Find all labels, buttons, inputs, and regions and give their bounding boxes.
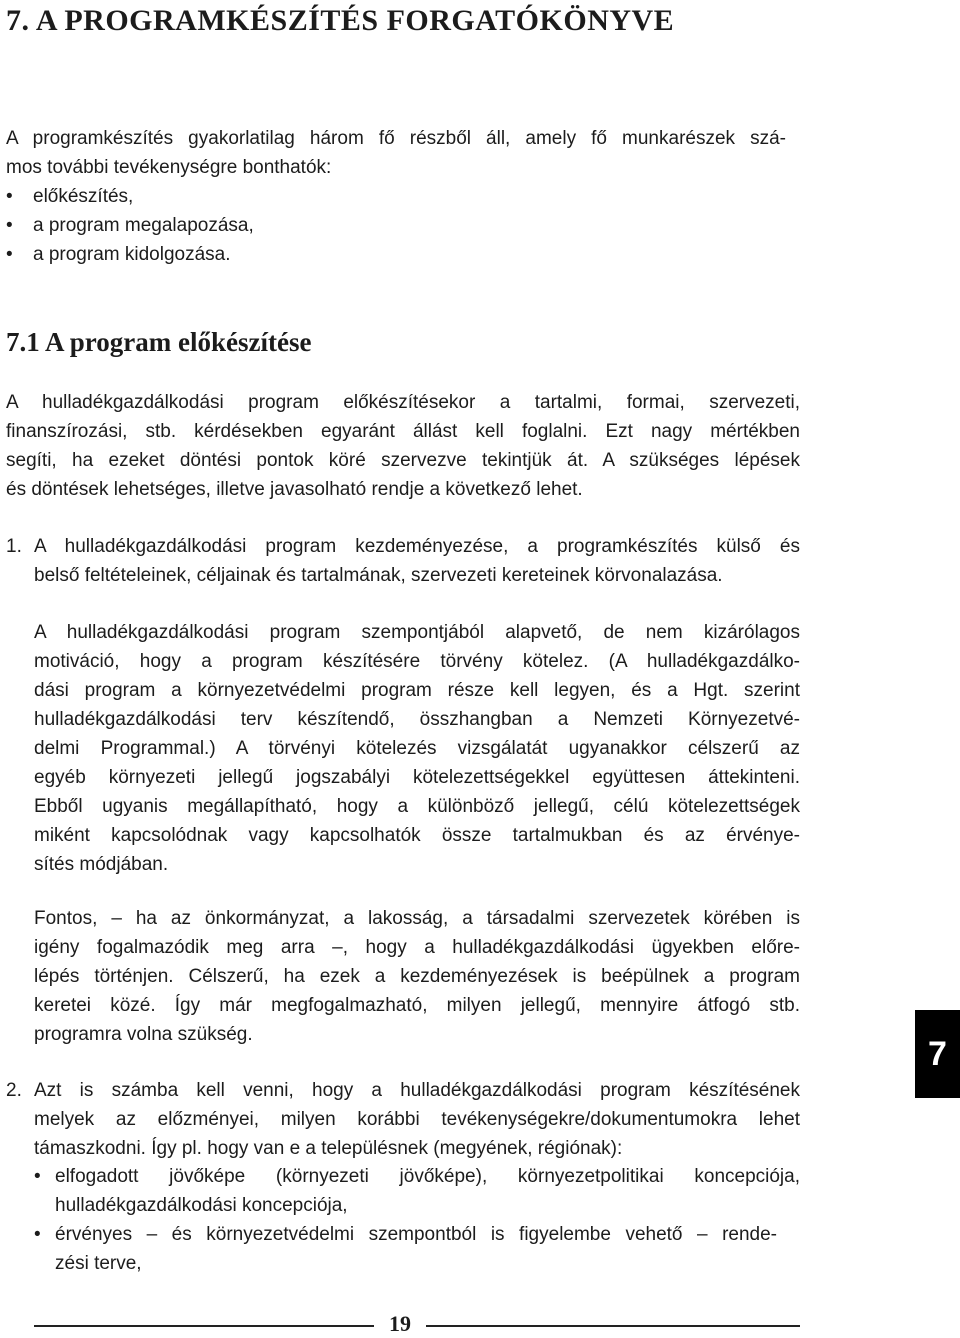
paragraph-line: motiváció, hogy a program készítésére törvény kötelez. (A hulladékgazdálko- [34, 651, 800, 672]
paragraph-line: melyek az előzményei, milyen korábbi tevékenységekre/dokumentumokra lehet [34, 1109, 800, 1130]
list-item [6, 182, 506, 211]
bullet-icon: • [34, 1224, 41, 1245]
paragraph-line: hulladékgazdálkodási terv készítendő, összhangban a Nemzeti Környezetvé- [34, 709, 800, 730]
paragraph-line: Azt is számba kell venni, hogy a hulladékgazdálkodási program készítésének [34, 1080, 800, 1101]
paragraph-line: A hulladékgazdálkodási program szempontjából alapvető, de nem kizárólagos [34, 622, 800, 643]
list-item [6, 240, 506, 269]
bullet-icon: • [6, 215, 13, 236]
paragraph-line: A hulladékgazdálkodási program előkészítésekor a tartalmi, formai, szervezeti, [6, 392, 800, 413]
step-1-paragraph-a [34, 618, 800, 879]
paragraph-line: lépés történjen. Célszerű, ha ezek a kezdeményezések is beépülnek a program [34, 966, 800, 987]
section-paragraph [6, 388, 800, 504]
step-number: 1. [6, 536, 22, 557]
paragraph-line: Fontos, – ha az önkormányzat, a lakosság, a társadalmi szervezetek körében is [34, 908, 800, 929]
bullet-icon: • [6, 186, 13, 207]
section-title: 7.1 A program előkészítése [6, 327, 312, 357]
paragraph-line: Ebből ugyanis megállapítható, hogy a különböző jellegű, célú kötelezettségek [34, 796, 800, 817]
step-1-paragraph-b [34, 904, 800, 1049]
list-item [34, 1220, 800, 1278]
paragraph-line: A hulladékgazdálkodási program kezdeményezése, a programkészítés külső és [34, 536, 800, 557]
intro-line: A programkészítés gyakorlatilag három fő részből áll, amely fő munkarészek szá- [6, 128, 786, 149]
list-item-text: a program megalapozása, [33, 215, 254, 236]
paragraph-line: miként kapcsolódnak vagy kapcsolhatók össze tartalmukban és az érvénye- [34, 825, 800, 846]
paragraph-line: belső feltételeinek, céljainak és tartalmának, szervezeti kereteinek körvonalazása. [34, 565, 723, 586]
paragraph-line: támaszkodni. Így pl. hogy van e a településnek (megyének, régiónak): [34, 1138, 623, 1159]
paragraph-line: programra volna szükség. [34, 1024, 253, 1045]
list-item-text: előkészítés, [33, 186, 134, 207]
chapter-title: 7. A PROGRAMKÉSZÍTÉS FORGATÓKÖNYVE [6, 4, 675, 37]
paragraph-line: finanszírozási, stb. kérdésekben egyaránt állást kell foglalni. Ezt nagy mértékben [6, 421, 800, 442]
paragraph-line: egyéb környezeti jellegű jogszabályi kötelezettségekkel együttesen áttekinteni. [34, 767, 800, 788]
step-2-paragraph [34, 1076, 800, 1163]
chapter-tab-marker: 7 [915, 1010, 960, 1098]
step-number: 2. [6, 1080, 22, 1101]
list-item [6, 211, 506, 240]
footer-rule-left [34, 1325, 374, 1327]
bullet-icon: • [34, 1166, 41, 1187]
list-item-text: hulladékgazdálkodási koncepciója, [55, 1195, 348, 1216]
paragraph-line: dási program a környezetvédelmi program része kell legyen, és a Hgt. szerint [34, 680, 800, 701]
bullet-icon: • [6, 244, 13, 265]
list-item-text: a program kidolgozása. [33, 244, 231, 265]
page-number: 19 [389, 1311, 411, 1336]
list-item-text: zési terve, [55, 1253, 142, 1274]
step-1-heading [34, 532, 800, 590]
intro-line: mos további tevékenységre bonthatók: [6, 157, 332, 178]
list-item-text: érvényes – és környezetvédelmi szempontból is figyelembe vehető – rende- [55, 1224, 777, 1245]
paragraph-line: delmi Programmal.) A törvényi kötelezés vizsgálatát ugyanakkor célszerű az [34, 738, 800, 759]
paragraph-line: sítés módjában. [34, 854, 169, 875]
intro-bullet-list [6, 182, 506, 269]
intro-paragraph [6, 124, 786, 182]
paragraph-line: segíti, ha ezeket döntési pontok köré szervezve tekintjük át. A szükséges lépések [6, 450, 800, 471]
footer-rule-right [426, 1325, 800, 1327]
paragraph-line: keretei közé. Így már megfogalmazható, milyen jellegű, mennyire átfogó stb. [34, 995, 800, 1016]
paragraph-line: igény fogalmazódik meg arra –, hogy a hulladékgazdálkodási ügyekben előre- [34, 937, 800, 958]
paragraph-line: és döntések lehetséges, illetve javasolható rendje a következő lehet. [6, 479, 583, 500]
list-item [34, 1162, 800, 1220]
list-item-text: elfogadott jövőképe (környezeti jövőképe), környezetpolitikai koncepciója, [55, 1166, 800, 1187]
step-2-bullet-list [34, 1162, 800, 1278]
